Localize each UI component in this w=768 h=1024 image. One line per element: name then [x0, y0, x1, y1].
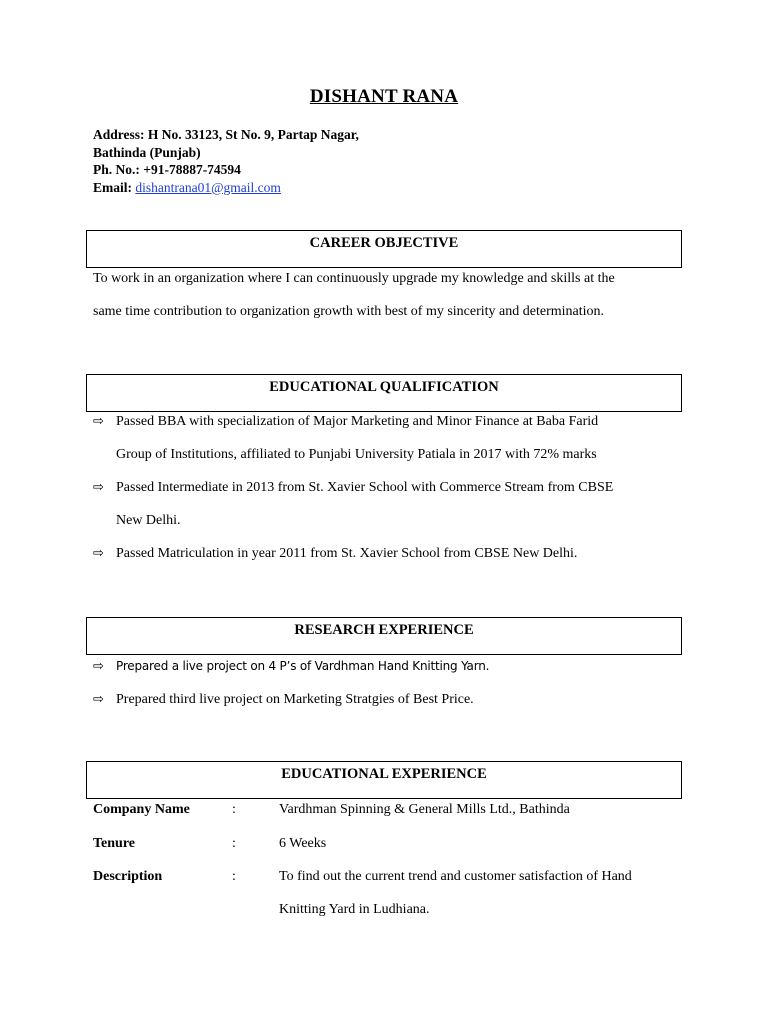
- career-objective-heading: CAREER OBJECTIVE: [86, 230, 682, 268]
- separator: :: [232, 836, 236, 851]
- list-item: [93, 683, 683, 716]
- description-value: [279, 860, 679, 926]
- experience-heading: EDUCATIONAL EXPERIENCE: [86, 761, 682, 799]
- separator: :: [232, 869, 236, 884]
- education-item-2-line-1: Passed Intermediate in 2013 from St. Xavier School with Commerce Stream from CBSE: [116, 480, 614, 495]
- address-label: Address:: [93, 127, 145, 142]
- email-line: [93, 179, 359, 197]
- career-objective-line-1: To work in an organization where I can continuously upgrade my knowledge and skills at the: [93, 271, 615, 286]
- research-item-1: Prepared a live project on 4 P’s of Vardhman Hand Knitting Yarn.: [116, 659, 490, 673]
- company-value: Vardhman Spinning & General Mills Ltd., Bathinda: [279, 802, 570, 817]
- separator: :: [232, 802, 236, 817]
- email-link[interactable]: dishantrana01@gmail.com: [135, 179, 281, 195]
- education-item-3-line-1: Passed Matriculation in year 2011 from St. Xavier School from CBSE New Delhi.: [116, 546, 578, 561]
- address-line: [93, 126, 359, 144]
- list-item: [93, 405, 683, 471]
- description-label: Description: [93, 869, 163, 884]
- description-line-2: Knitting Yard in Ludhiana.: [279, 902, 430, 917]
- list-item: [93, 471, 683, 537]
- education-heading: EDUCATIONAL QUALIFICATION: [86, 374, 682, 412]
- career-objective-text: [93, 262, 678, 328]
- candidate-name: DISHANT RANA: [309, 86, 459, 107]
- tenure-value: 6 Weeks: [279, 836, 327, 851]
- right-arrow-outline-icon: ⇨: [93, 414, 104, 429]
- right-arrow-outline-icon: ⇨: [93, 546, 104, 561]
- contact-block: [93, 126, 359, 196]
- list-item: [93, 650, 683, 683]
- address-line-2: Bathinda (Punjab): [93, 144, 201, 160]
- right-arrow-outline-icon: ⇨: [93, 480, 104, 495]
- description-line-1: To find out the current trend and customer satisfaction of Hand: [279, 869, 632, 884]
- education-item-1-line-2: Group of Institutions, affiliated to Punjabi University Patiala in 2017 with 72% marks: [116, 447, 597, 462]
- right-arrow-outline-icon: ⇨: [93, 692, 104, 707]
- right-arrow-outline-icon: ⇨: [93, 659, 104, 674]
- education-item-2-line-2: New Delhi.: [116, 513, 181, 528]
- list-item: [93, 537, 683, 570]
- education-item-1-line-1: Passed BBA with specialization of Major Marketing and Minor Finance at Baba Farid: [116, 414, 599, 429]
- email-label: Email:: [93, 179, 132, 195]
- phone-value: +91-78887-74594: [143, 162, 241, 177]
- tenure-label: Tenure: [93, 836, 136, 851]
- research-list: [93, 650, 683, 716]
- research-item-2: Prepared third live project on Marketing Stratgies of Best Price.: [116, 692, 474, 707]
- phone-line: [93, 161, 359, 179]
- education-list: [93, 405, 683, 570]
- research-heading: RESEARCH EXPERIENCE: [86, 617, 682, 655]
- company-label: Company Name: [93, 802, 190, 817]
- phone-label: Ph. No.:: [93, 162, 140, 177]
- career-objective-line-2: same time contribution to organization growth with best of my sincerity and determination.: [93, 304, 605, 319]
- address-value: H No. 33123, St No. 9, Partap Nagar,: [147, 127, 359, 142]
